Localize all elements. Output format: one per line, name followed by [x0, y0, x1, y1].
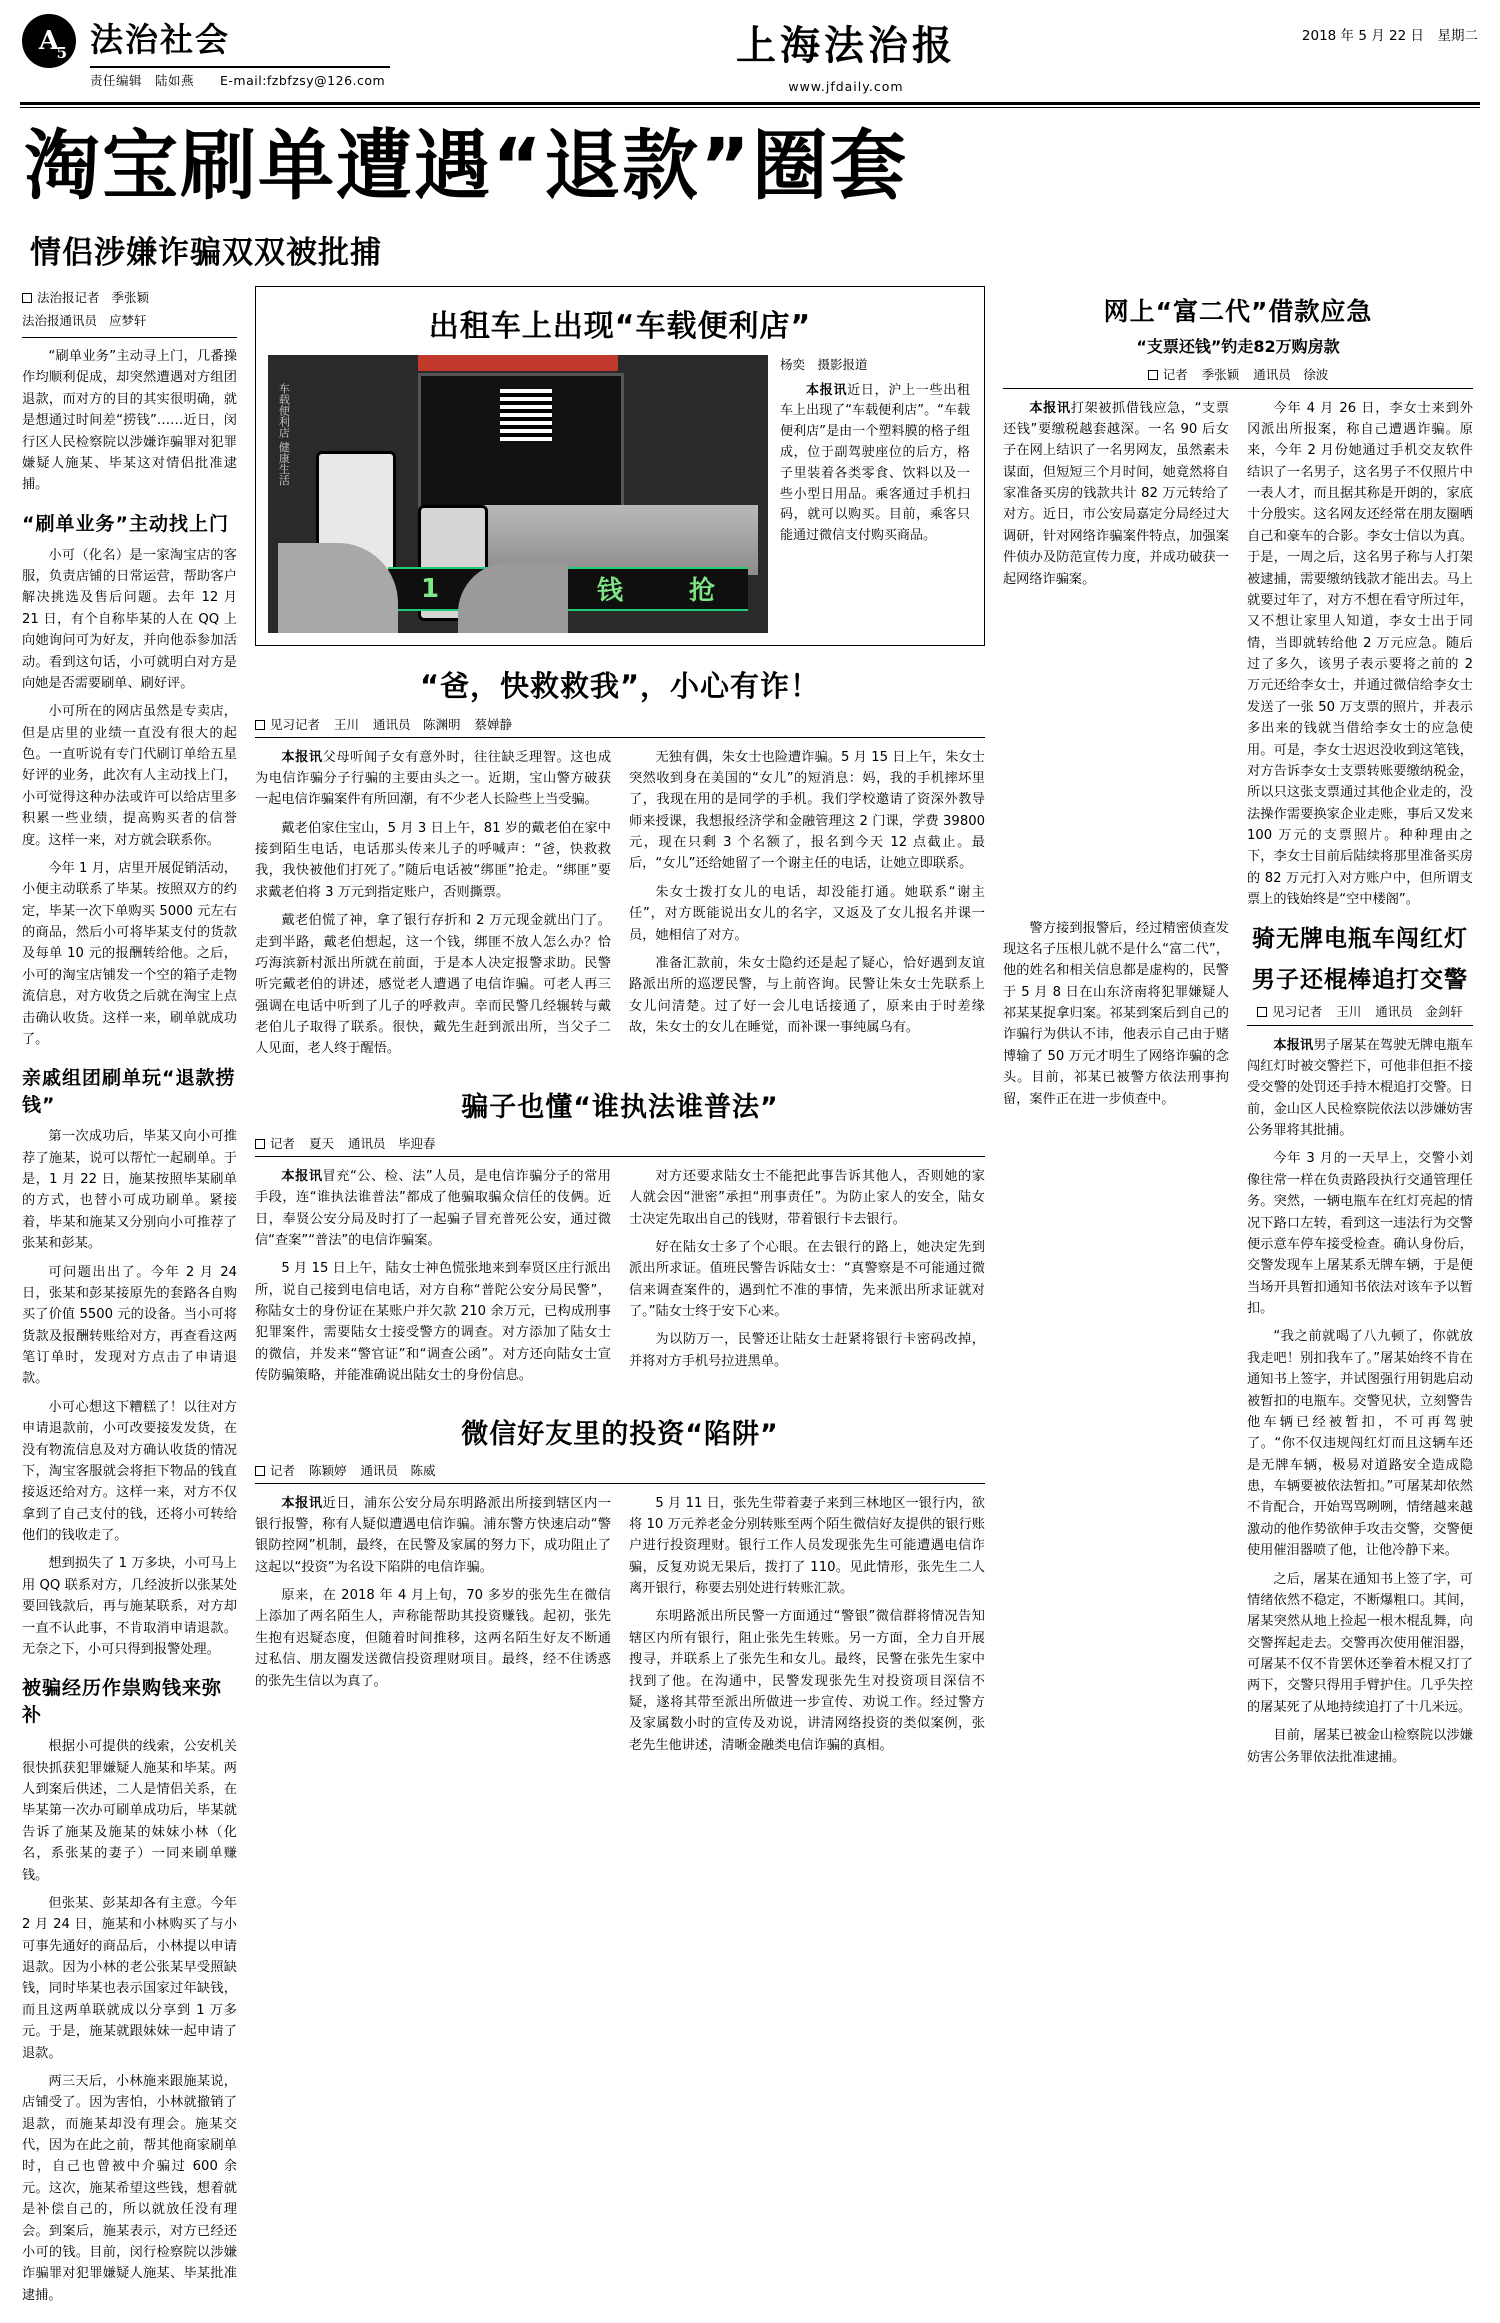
mid2-p1-text: 冒充“公、检、法”人员，是电信诈骗分子的常用手段，连“谁执法谁普法”都成了他骗取骗众信任的伎俩。近日，奉贤公安分局及时打了一起骗子冒充普死公安，通过微信“查案”“普法”的电信诈骗案。 [255, 1168, 611, 1248]
right-a1-p3: 警方接到报警后，经过精密侦查发现这名子压根儿就不是什么“富二代”，他的姓名和相关信息都是虚构的，民警于 5 月 8 日在山东济南将犯罪嫌疑人祁某某捉拿归案。祁某到案后到自己的诈骗行为供认不讳，他表示自己由于赌博输了 50 万元才明生了网络诈骗的念头。目前，祁某已被警方依法刑事拘留，案件正在进一步侦查中。 [1003, 920, 1229, 1107]
mid1-col-b [629, 747, 985, 1067]
mid2-columns [255, 1166, 985, 1394]
content-columns [0, 272, 1500, 2323]
paper-logo: 上海法治报 [735, 22, 956, 69]
mid1-p2: 戴老伯家住宝山，5 月 3 日上午，81 岁的戴老伯在家中接到陌生电话，电话那头传来儿子的呼喊声：“爸，快救救我，我快被他们打死了。”随后电话被“绑匪”抢走。“绑匪”要求戴老伯将 3 万元到指定账户，否则撕票。 [255, 820, 611, 900]
mid1-p5: 朱女士拨打女儿的电话，却没能打通。她联系“谢主任”，对方既能说出女儿的名字，又返及了女儿报名并课一员，她相信了对方。 [629, 884, 985, 943]
main-headline: 淘宝刷单遭遇“退款”圈套 [24, 121, 908, 210]
right-a1-name-1: 季张颖 [1201, 366, 1240, 382]
editor-line: 责任编辑 陆如燕 E-mail:fzbfzsy@126.com [90, 73, 386, 88]
mid3-p3: 5 月 11 日，张先生带着妻子来到三林地区一银行内，欲将 10 万元养老金分别转账至两个陌生微信好友提供的银行账户进行投资理财。银行工作人员发现张先生可能遭遇电信诈骗，反复劝说无果后，拨打了 110。见此情形，张先生二人离开银行，称要去别处进行转账汇款。 [629, 1495, 985, 1597]
left-subhead-1: “刷单业务”主动找上门 [22, 512, 229, 535]
right-a2-p1-text: 男子屠某在驾驶无牌电瓶车闯红灯时被交警拦下，可他非但拒不接受交警的处罚还手持木棍追打交警。日前，金山区人民检察院依法以涉嫌妨害公务罪将其批捕。 [1247, 1037, 1474, 1139]
byline-role-1: 法治报记者 [37, 289, 100, 305]
right-a1-headline: 网上“富二代”借款应急 [1103, 296, 1373, 326]
mid3-p1 [255, 1493, 611, 1579]
left-p3: 今年 1 月，店里开展促销活动，小便主动联系了毕某。按照双方的约定，毕某一次下单购买 5000 元左右的商品，然后小可将毕某支付的货款及每单 10 元的报酬转给他。之后，小可的淘宝店铺发一个空的箱子走物流信息，对方收货之后就在淘宝上点击确认收货。这样一来，刷单就成功了。 [22, 860, 237, 1047]
photo-headline: 出租车上出现“车载便利店” [428, 308, 812, 344]
left-p1: 小可（化名）是一家淘宝店的客服，负责店铺的日常运营，帮助客户解决挑选及售后问题。去年 12 月 21 日，有个自称毕某的人在 QQ 上向她询问可为好友，并向他忝参加活动。看到这句话，小可就明白对方是向她是否需要刷单、刷好评。 [22, 547, 237, 691]
badge-letter: A [38, 26, 60, 56]
date-line: 2018 年 5 月 22 日 星期二 [1301, 28, 1478, 44]
right-a1-byline [1003, 365, 1473, 389]
section-name: 法治社会 [90, 20, 230, 59]
photo-banner [418, 355, 618, 371]
photo-price-strip [388, 567, 748, 611]
mid1-p1 [255, 747, 611, 811]
right-a2-byline [1247, 1002, 1473, 1026]
mid2-p5: 为以防万一，民警还让陆女士赶紧将银行卡密码改掉，并将对方手机号拉进黑单。 [629, 1332, 985, 1369]
mid1-name-2: 通讯员 陈渊明 [373, 716, 461, 732]
mid2-col-b [629, 1166, 985, 1394]
mid2-p1 [255, 1166, 611, 1252]
right-a1-p1 [1003, 398, 1229, 590]
mid1-headline: “爸，快救救我”，小心有诈！ [419, 668, 821, 703]
left-subhead-2: 亲戚组团刷单玩“退款捞钱” [22, 1067, 236, 1117]
badge-number: 5 [56, 44, 67, 62]
right-a2-headline-2: 男子还棍棒追打交警 [1252, 966, 1468, 993]
right-a2-p3: “我之前就喝了八九顿了，你就放我走吧！别扣我车了。”屠某始终不肯在通知书上签字，并试图强行用钥匙启动被暂扣的电瓶车。交警见状，立刻警告他车辆已经被暂扣，不可再驾驶了。“你不仅违规闯红灯而且这辆车还是无牌车辆，极易对道路安全造成隐患，车辆要被依法暂扣。”可屠某却依然不肯配合，开始骂骂咧咧，情绪越来越激动的他作势欲伸手攻击交警，交警便使用催泪器喷了他，让他冷静下来。 [1247, 1329, 1473, 1559]
photo-lead: 本报讯 [806, 382, 848, 398]
mid3-col-a [255, 1493, 611, 1764]
mid3-p4: 东明路派出所民警一方面通过“警银”微信群将情况告知辖区内所有银行，阻止张先生转账。另一方面，全力自开展搜寻，并联系上了张先生和女儿。最终，民警在张先生家中找到了他。在沟通中，民警发现张先生对投资项目深信不疑，遂将其带至派出所做进一步宣传、劝说工作。经过警方及家属数小时的宣传及劝说，讲清网络投资的类似案例，张老先生他讲述，清晰金融类电信诈骗的真相。 [629, 1609, 985, 1753]
right-a2-p4: 之后，屠某在通知书上签了字，可情绪依然不稳定，不断爆粗口。其间，屠某突然从地上捡起一根木棍乱舞，向交警挥起走去。交警再次使用催泪器，可屠某不仅不肯罢休还拳着木棍又打了两下，交警只得用手臂护住。几乎失控的屠某死了从地持续追打了十几米远。 [1247, 1571, 1473, 1715]
left-p8: 根据小可提供的线索，公安机关很快抓获犯罪嫌疑人施某和毕某。两人到案后供述，二人是情侣关系，在毕某第一次办可刷单成功后，毕某就告诉了施某及施某的妹妹小林（化名，系张某的妻子）一同来刷单赚钱。 [22, 1739, 237, 1883]
mid2-divider [255, 1156, 985, 1157]
paper-url: www.jfdaily.com [788, 79, 904, 94]
mid1-name-3: 蔡婵静 [474, 716, 513, 732]
strip-char-1: 1 [420, 573, 440, 604]
mid3-byline [255, 1461, 985, 1479]
section-divider [90, 66, 390, 68]
mid3-col-b [629, 1493, 985, 1764]
mid3-name-1: 陈颖婷 [309, 1462, 347, 1478]
mid1-byline [255, 715, 985, 733]
right-a1-columns-2 [1003, 918, 1473, 1775]
right-a1-subhead: “支票还钱”钓走82万购房款 [1136, 336, 1340, 356]
mid1-lead: 本报讯 [281, 749, 323, 765]
bullet-icon [1148, 370, 1158, 380]
right-a1-columns [1003, 398, 1473, 918]
mid3-divider [255, 1483, 985, 1484]
headline-block [0, 108, 1500, 272]
left-subhead-3: 被骗经历作祟购钱来弥补 [22, 1677, 223, 1727]
mid3-columns [255, 1493, 985, 1764]
left-p6: 小可心想这下糟糕了！以往对方申请退款前，小可改要接发发货，在没有物流信息及对方确认收货的情况下，淘宝客服就会将拒下物品的钱直接返还给对方。这样一来，对方不仅拿到了自己支付的钱，还将小可转给他们的钱收走了。 [22, 1399, 237, 1544]
taxi-convenience-store-photo [268, 355, 768, 633]
photo-caption [780, 355, 970, 633]
right-a1-role: 记者 [1162, 366, 1188, 382]
mid1-col-a [255, 747, 611, 1067]
mid3-role: 记者 [270, 1462, 296, 1478]
photo-byline-text: 杨奕 摄影报道 [780, 356, 868, 372]
section-title-block [90, 14, 390, 89]
paper-logo-block [390, 14, 1302, 94]
left-p2: 小可所在的网店虽然是专卖店，但是店里的业绩一直没有很大的起色。一直听说有专门代刷订单给五星好评的业务，此次有人主动找上门，小可觉得这种办法或许可以给店里多积累一些业绩，提高购买者的信誉度。这样一来，对方就会联系你。 [22, 704, 237, 848]
photo-side-text: 车载便利店 健康生活 [277, 382, 291, 486]
right-a2-name-2: 通讯员 金剑轩 [1375, 1003, 1463, 1019]
mid1-columns [255, 747, 985, 1067]
masthead [0, 0, 1500, 94]
right-a2-p5: 目前，屠某已被金山检察院以涉嫌妨害公务罪依法批准逮捕。 [1247, 1728, 1473, 1765]
column-middle [255, 286, 985, 2314]
byline-role-2: 法治报通讯员 [22, 313, 98, 329]
mid1-p6: 准备汇款前，朱女士隐约还是起了疑心，恰好遇到友谊路派出所的巡逻民警，与上前咨询。民警让朱女士先联系上女儿问清楚。过了好一会儿电话接通了，原来由于时差缘故，朱女士的女儿在睡觉，而补课一事纯属乌有。 [629, 955, 985, 1036]
masthead-rule-thick [20, 102, 1480, 105]
mid1-role: 见习记者 [270, 716, 321, 732]
photo-caption-body: 近日，沪上一些出租车上出现了“车载便利店”。“车载便利店”是由一个塑料膜的格子组成，位于副驾驶座位的后方，格子里装着各类零食、饮料以及一些小型日用品。乘客通过手机扫码，就可以购买。目前，乘客只能通过微信支付购买商品。 [780, 382, 970, 544]
left-p9: 但张某、彭某却各有主意。今年 2 月 24 日，施某和小林购买了与小可事先通好的商品后，小林提以申请退款。因为小林的老公张某早受照缺钱，同时毕某也表示国家过年缺钱，而且这两单联就成以分享到 1 万多元。于是，施某就跟妹妹一起申请了退款。 [22, 1895, 237, 2061]
right-a2-p2: 今年 3 月的一天早上，交警小刘像往常一样在负责路段执行交通管理任务。突然，一辆电瓶车在红灯亮起的情况下路口左转，看到这一违法行为交警便示意车停车接受检查。确认身份后，交警发现车上屠某系无牌车辆，于是便当场开具暂扣通知书依法对该车予以暂扣。 [1247, 1151, 1473, 1317]
mid1-p3: 戴老伯慌了神，拿了银行存折和 2 万元现金就出门了。走到半路，戴老伯想起，这一个钱，绑匪不放人怎么办？恰巧海滨新村派出所就在前面，于是本人决定报警求助。民警听完戴老伯的讲述，感觉老人遭遇了电信诈骗。可老人再三强调在电话中听到了儿子的呼救声。幸而民警几经辗转与戴老伯儿子取得了联系。很快，戴先生赶到派出所，当父子二人见面，老人终于醒悟。 [255, 913, 611, 1057]
bullet-icon [22, 293, 32, 303]
left-byline [22, 286, 237, 339]
left-p10: 两三天后，小林施来跟施某说，店铺受了。因为害怕，小林就撤销了退款，而施某却没有理会。施某交代，因为在此之前，帮其他商家刷单时，自己也曾被中介骗过 600 余元。这次，施某希望这些钱，想着就是补偿自己的，所以就放任没有理会。到案后，施某表示，对方已经还小可的钱。目前，闵行检察院以涉嫌诈骗罪对犯罪嫌疑人施某、毕某批准逮捕。 [22, 2073, 237, 2303]
right-a1-name-2: 通讯员 徐波 [1253, 366, 1329, 382]
bullet-icon [255, 1466, 265, 1476]
left-p4: 第一次成功后，毕某又向小可推荐了施某，说可以帮忙一起刷单。于是，1 月 22 日，施某按照毕某刷单的方式，也替小可成功刷单。紧接着，毕某和施某又分别向小可推荐了张某和彭某。 [22, 1129, 237, 1252]
mid3-lead: 本报讯 [281, 1495, 323, 1511]
left-lead: “刷单业务”主动寻上门，几番操作均顺利促成，却突然遭遇对方组团退款，而对方的目的其实很明确，就是想通过时间差“捞钱”……近日，闵行区人民检察院以涉嫌诈骗罪对犯罪嫌疑人施某、毕某这对情侣批准逮捕。 [22, 349, 237, 493]
photo-byline [780, 355, 970, 373]
right-a1-lead: 本报讯 [1029, 400, 1071, 416]
right-a2-name-1: 王川 [1336, 1003, 1362, 1019]
bullet-icon [255, 720, 265, 730]
strip-char-4: 抢 [688, 576, 715, 607]
right-a2-headline-1: 骑无牌电瓶车闯红灯 [1252, 925, 1468, 952]
mid3-p2: 原来，在 2018 年 4 月上旬，70 多岁的张先生在微信上添加了两名陌生人，声称能帮助其投资赚钱。起初，张先生抱有迟疑态度，但随着时间推移，这两名陌生好友不断通过私信、朋友圈发送微信投资理财项目。最终，经不住诱惑的张先生信以为真了。 [255, 1588, 611, 1689]
byline-name-1: 季张颖 [111, 289, 150, 305]
mid3-headline: 微信好友里的投资“陷阱” [461, 1418, 779, 1450]
mid2-col-a [255, 1166, 611, 1394]
right-a2-block [1247, 918, 1473, 1775]
mid3-p1-text: 近日，浦东公安分局东明路派出所接到辖区内一银行报警，称有人疑似遭遇电信诈骗。浦东警方快速启动“警银防控网”机制，最终，在民警及家属的努力下，成功阻止了这起以“投资”为名设下陷阱的电信诈骗。 [255, 1495, 612, 1575]
mid2-name-1: 夏天 [309, 1135, 335, 1151]
mid2-headline: 骗子也懂“谁执法谁普法” [461, 1091, 779, 1123]
mid2-byline [255, 1134, 985, 1152]
mid2-p3: 对方还要求陆女士不能把此事告诉其他人，否则她的家人就会因“泄密”承担“刑事责任”。为防止家人的安全，陆女士决定先取出自己的钱财，带着银行卡去银行。 [629, 1168, 985, 1227]
photo-feature [255, 286, 985, 646]
photo-row [268, 355, 972, 633]
column-right [1003, 286, 1473, 2314]
right-a2-role: 见习记者 [1272, 1003, 1323, 1019]
strip-char-3: 钱 [596, 576, 623, 607]
bullet-icon [255, 1139, 265, 1149]
qr-code-icon [500, 389, 552, 441]
sub-headline: 情侣涉嫌诈骗双双被批捕 [30, 234, 382, 271]
mid1-p4: 无独有偶，朱女士也险遭诈骗。5 月 15 日上午，朱女士突然收到身在美国的“女儿”的短消息：妈，我的手机摔坏里了，我现在用的是同学的手机。我们学校邀请了资深外教导师来授课，我想报经济学和金融管理这 2 门课，学费 39800 元，现在只剩 3 个名额了，报名到今天 12 点截止。最后，“女儿”还给她留了一个谢主任的电话，让她立即联系。 [629, 749, 985, 872]
mid3-name-2: 通讯员 陈威 [360, 1462, 436, 1478]
right-a1-col-b [1247, 398, 1473, 918]
left-p7: 想到损失了 1 万多块，小可马上用 QQ 联系对方，几经波折以张某处要回钱款后，再与施某联系，对方却一直不认此事，不肯取消申请退款。无奈之下，小可只得到报警处理。 [22, 1556, 237, 1657]
mid2-p4: 好在陆女士多了个心眼。在去银行的路上，她决定先到派出所求证。值班民警告诉陆女士：“真警察是不可能通过微信来调查案件的，遇到忙不准的事情，先来派出所求证就对了。”陆女士终于安下心来。 [629, 1239, 985, 1320]
right-a2-p1 [1247, 1035, 1473, 1142]
mid1-divider [255, 737, 985, 738]
byline-name-2: 应梦轩 [109, 313, 147, 329]
mid2-p2: 5 月 15 日上午，陆女士神色慌张地来到奉贤区庄行派出所，说自己接到电信电话，对方自称“普陀公安分局民警”，称陆女士的身份证在某账户并欠款 210 余万元，已构成刑事犯罪案件，需要陆女士接受警方的调查。对方添加了陆女士的微信，并发来“警官证”和“调查公函”。对方还向陆女士宣传防骗策略，并能准确说出陆女士的身份信息。 [255, 1261, 611, 1384]
right-a1-col-a [1003, 398, 1229, 918]
mid1-name-1: 王川 [334, 716, 360, 732]
page-badge [22, 14, 76, 68]
mid2-lead: 本报讯 [281, 1168, 323, 1184]
right-a1-p2: 今年 4 月 26 日，李女士来到外冈派出所报案，称自己遭遇诈骗。原来，今年 2 月份她通过手机交友软件结识了一名男子，这名男子不仅照片中一表人才，而且据其称是开朗的，家底十分殷实。这名网友还经常在朋友圈晒自己和豪车的合影。李女士信以为真。于是，一周之后，这名男子称与人打架被逮捕，需要缴纳钱款才能出去。马上就要过年了，对方不想在看守所过年，又不想让家里人知道，李女士出于同情，当即就转给他 2 万元应急。随后过了多久，该男子表示要将之前的 2 万元还给李女士，并通过微信给李女士发送了一张 50 万支票的照片，并表示多出来的钱就当借给李女士的应急使用。可是，李女士迟迟没收到这笔钱，对方告诉李女士支票转账要缴纳税金，所以只这张支票通过其他企业走的，没法操作需要换家企业走账，事后又发来 100 万元的支票照片。种种理由之下，李女士目前后陆续将那里准备买房的 82 万元打入对方账户中，但所谓支票上的钱始终是“空中楼阁”。 [1247, 400, 1473, 908]
mid2-name-2: 通讯员 毕迎春 [348, 1135, 436, 1151]
column-left [22, 286, 237, 2314]
mid1-p1-text: 父母听闻子女有意外时，往往缺乏理智。这也成为电信诈骗分子行骗的主要由头之一。近期，宝山警方破获一起电信诈骗案件有所回潮，有不少老人长险些上当受骗。 [255, 749, 612, 808]
mid2-role: 记者 [270, 1135, 296, 1151]
right-a1-col-c [1003, 918, 1229, 1775]
photo-caption-text [780, 381, 970, 547]
right-a2-lead: 本报讯 [1273, 1037, 1314, 1053]
bullet-icon [1257, 1007, 1267, 1017]
right-a1-p1-text: 打架被抓借钱应急，“支票还钱”要缴税越套越深。一名 90 后女子在网上结识了一名男网友，虽然素未谋面，但短短三个月时间，她竟然将自家准备买房的钱款共计 82 万元转给了对方。近日，市公安局嘉定分局经过大调研，针对网络诈骗案件特点，加强案件侦办及防范宣传力度，并成功破获一起网络诈骗案。 [1003, 400, 1229, 587]
left-p5: 可问题出出了。今年 2 月 24 日，张某和彭某接原先的套路各自购买了价值 5500 元的设备。当小可将货款及报酬转账给对方，再查看这两笔订单时，发现对方点击了申请退款。 [22, 1264, 237, 1387]
